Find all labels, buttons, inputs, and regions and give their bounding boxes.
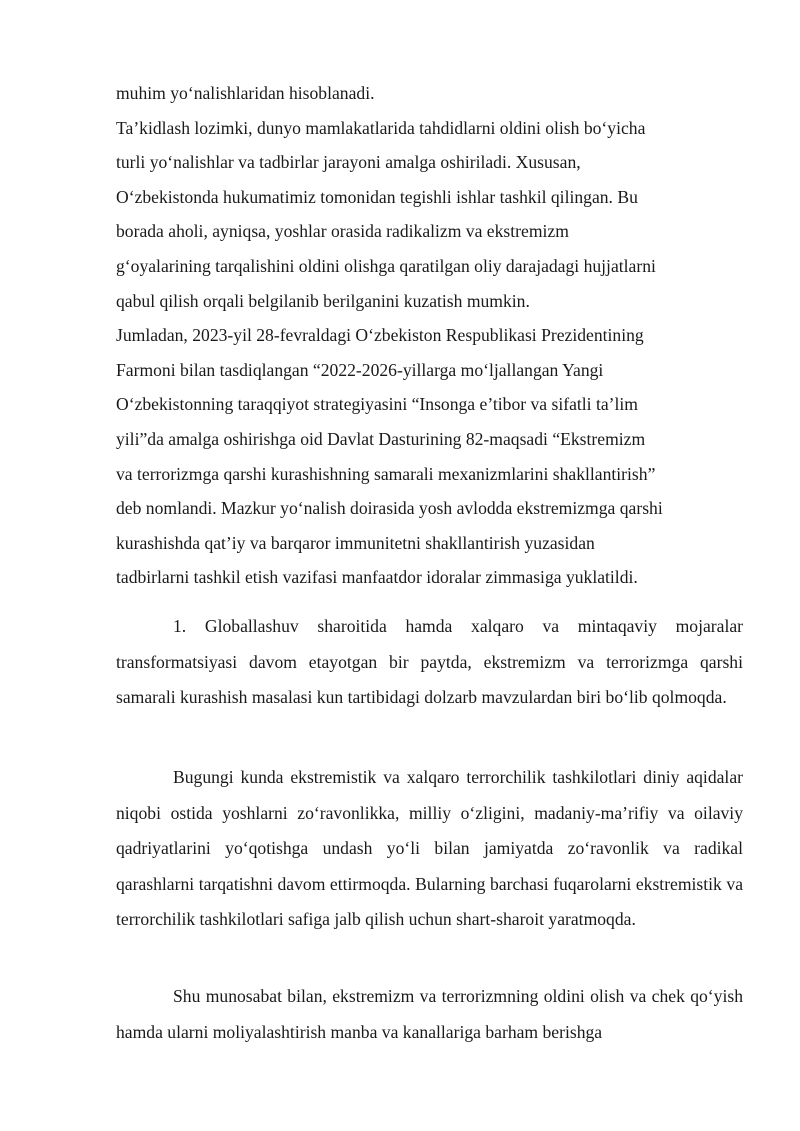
text-line: g‘oyalarining tarqalishini oldini olishga qaratilgan oliy darajadagi hujjatlarni (116, 255, 656, 276)
text-line: kurashishda qat’iy va barqaror immunitetni shakllantirish yuzasidan (116, 532, 595, 553)
text-line: borada aholi, ayniqsa, yoshlar orasida radikalizm va ekstremizm (116, 221, 569, 242)
text-line: qabul qilish orqali belgilanib berilganini kuzatish mumkin. (116, 290, 530, 311)
text-line: yili”da amalga oshirishga oid Davlat Dasturining 82-maqsadi “Ekstremizm (116, 428, 646, 449)
text-line: muhim yo‘nalishlaridan hisoblanadi. (116, 83, 375, 103)
paragraph-text: 1. Globallashuv sharoitida hamda xalqaro va mintaqaviy mojaralar transformatsiyasi davom etayotgan bir paytda, ekstremizm va terrorizmga qarshi samarali kurashish masalasi kun tartibidagi dolzarb mavzulardan biri bo‘lib qolmoqda. (116, 616, 743, 708)
text-line: O‘zbekistonda hukumatimiz tomonidan tegishli ishlar tashkil qilingan. Bu (116, 186, 638, 207)
text-line: O‘zbekistonning taraqqiyot strategiyasini “Insonga e’tibor va sifatli ta’lim (116, 394, 638, 415)
text-line: tadbirlarni tashkil etish vazifasi manfaatdor idoralar zimmasiga yuklatildi. (116, 567, 638, 588)
text-line: deb nomlandi. Mazkur yo‘nalish doirasida yosh avlodda ekstremizmga qarshi (116, 498, 663, 519)
paragraph-text: Bugungi kunda ekstremistik va xalqaro terrorchilik tashkilotlari diniy aqidalar niqobi ostida yoshlarni zo‘ravonlikka, milliy o‘zligini, madaniy-ma’rifiy va oilaviy qadriyatlarini yo‘qotishga undash yo‘li bilan jamiyatda zo‘ravonlik va radikal qarashlarni tarqatishni davom ettirmoqda. Bularning barchasi fuqarolarni ekstremistik va terrorchilik tashkilotlari safiga jalb qilish uchun shart-sharoit yaratmoqda. (116, 767, 743, 930)
text-line: va terrorizmga qarshi kurashishning samarali mexanizmlarini shakllantirish” (116, 463, 656, 484)
top-text-block (116, 76, 756, 595)
text-line: Jumladan, 2023-yil 28-fevraldagi O‘zbekiston Respublikasi Prezidentining (116, 325, 644, 346)
text-line: Ta’kidlash lozimki, dunyo mamlakatlarida tahdidlarni oldini olish bo‘yicha (116, 117, 646, 138)
paragraph-text: Shu munosabat bilan, ekstremizm va terrorizmning oldini olish va chek qo‘yish hamda ularni moliyalashtirish manba va kanallariga barham berishga (116, 986, 743, 1042)
paragraph-extremist-organizations (116, 760, 743, 938)
paragraph-globalization (116, 609, 743, 716)
text-line: Farmoni bilan tasdiqlangan “2022-2026-yillarga mo‘ljallangan Yangi (116, 359, 604, 380)
text-line: turli yo‘nalishlar va tadbirlar jarayoni amalga oshiriladi. Xususan, (116, 152, 581, 173)
paragraph-prevention (116, 979, 743, 1050)
